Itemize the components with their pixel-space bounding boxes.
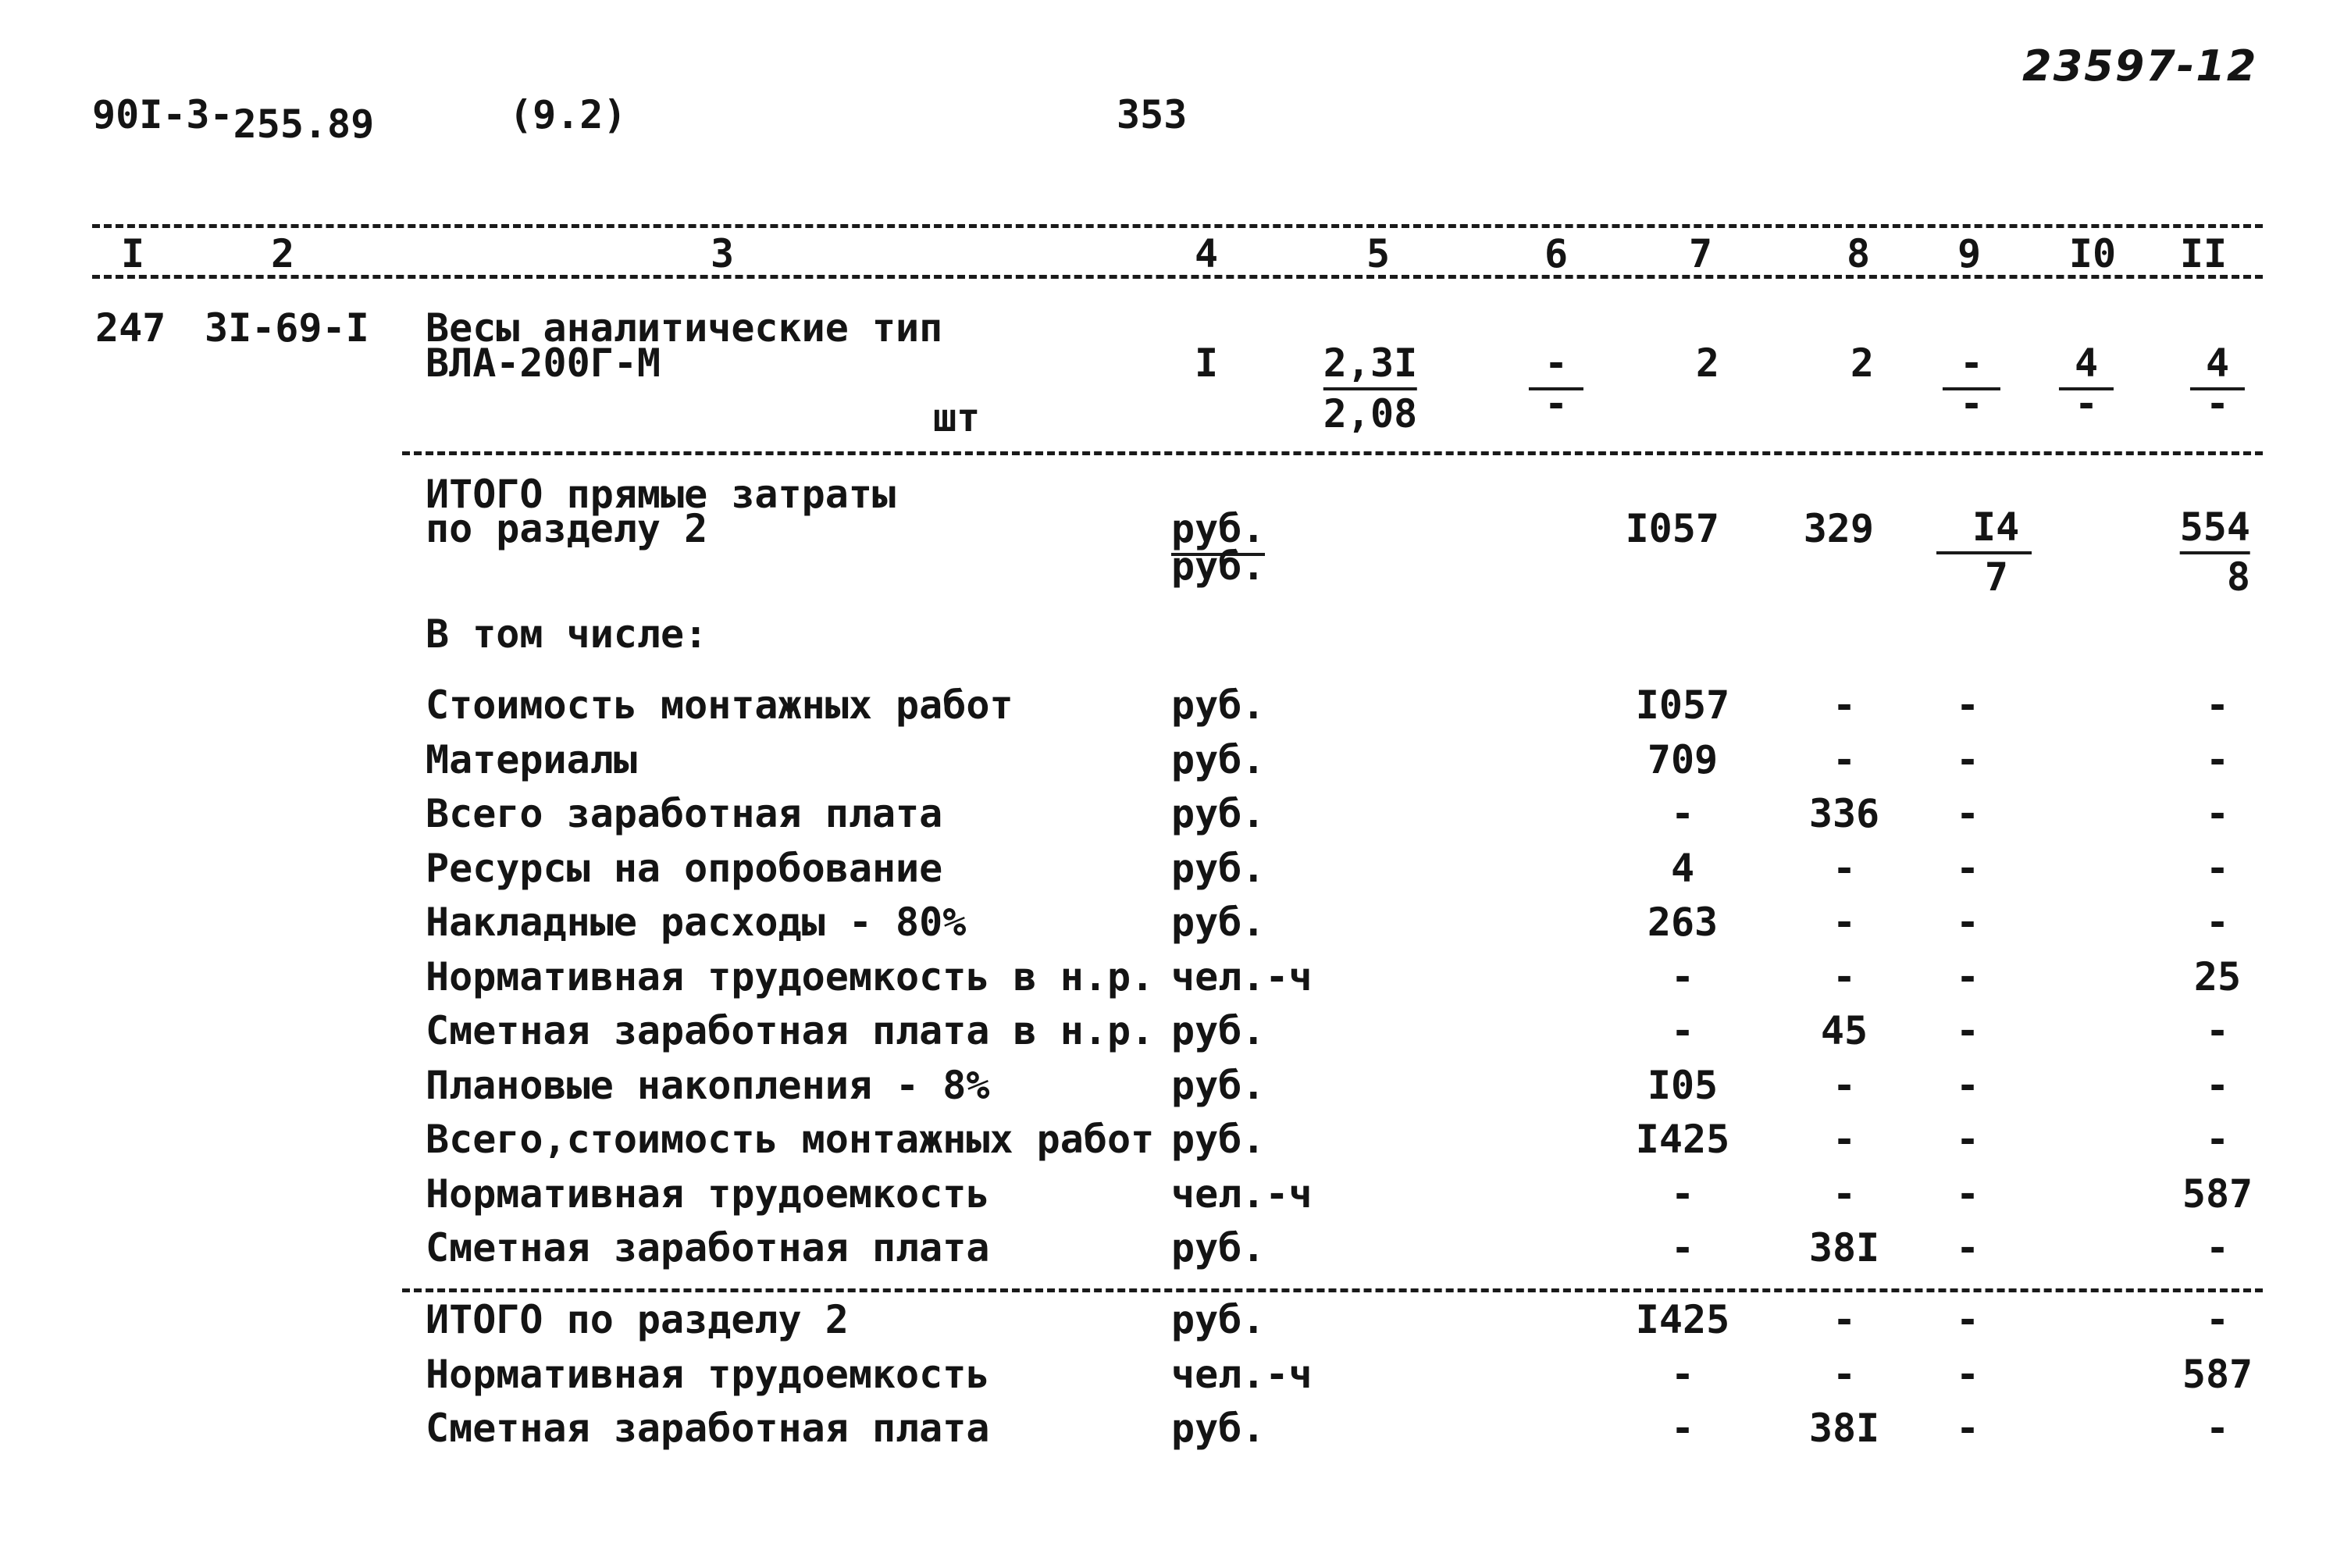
breakdown-row-col7: - <box>1670 1008 1695 1053</box>
breakdown-row-col9: - <box>1955 1225 1980 1270</box>
column-header-6: 6 <box>1544 231 1569 276</box>
section-total-row-col11: - <box>2205 1297 2230 1342</box>
item-col10-bottom: - <box>2074 381 2099 426</box>
item-col6-top <box>1529 340 1583 386</box>
breakdown-row-unit: чел.-ч <box>1171 953 1313 1000</box>
breakdown-row-unit: руб. <box>1171 1008 1266 1053</box>
breakdown-row-col8: - <box>1832 736 1857 782</box>
total-direct-unit-bottom: руб. <box>1171 543 1266 589</box>
breakdown-row-label: Накладные расходы - 80% <box>426 900 967 945</box>
breakdown-row-label: Всего заработная плата <box>426 791 943 836</box>
document-code <box>92 92 375 147</box>
section-total-row-col11: - <box>2205 1406 2230 1451</box>
breakdown-row-unit: руб. <box>1171 736 1266 782</box>
breakdown-row-unit: руб. <box>1171 900 1266 945</box>
breakdown-row-col9: - <box>1955 953 1980 1000</box>
section-total-row-col8: - <box>1832 1351 1857 1397</box>
item-col9-bottom: - <box>1959 381 1984 426</box>
breakdown-row-label: Стоимость монтажных работ <box>426 682 1013 728</box>
breakdown-row-col11: - <box>2205 845 2230 891</box>
breakdown-row-col9: - <box>1955 791 1980 836</box>
section-total-row-label: Нормативная трудоемкость <box>426 1351 990 1397</box>
breakdown-row-col7: 709 <box>1647 736 1719 782</box>
total-direct-col9-bottom: 7 <box>1984 554 2008 600</box>
total-direct-unit-top <box>1171 506 1266 551</box>
breakdown-row-col11: - <box>2205 1225 2230 1270</box>
total-direct-label-line1: ИТОГО прямые затраты <box>426 472 896 517</box>
breakdown-row-col11: - <box>2205 1117 2230 1162</box>
total-direct-col7: I057 <box>1625 506 1719 551</box>
breakdown-row-col11: - <box>2205 736 2230 782</box>
handwritten-stamp: 23597-12 <box>2022 41 2258 91</box>
breakdown-row-label: Материалы <box>426 736 637 782</box>
breakdown-row-unit: руб. <box>1171 1225 1266 1270</box>
breakdown-row-col11: 25 <box>2193 953 2242 1000</box>
breakdown-row-col8: - <box>1832 1117 1857 1162</box>
item-quantity: I <box>1194 340 1219 386</box>
section-total-row-unit: руб. <box>1171 1406 1266 1451</box>
section-total-row-col9: - <box>1955 1406 1980 1451</box>
item-col10-top-value: 4 <box>2059 340 2114 390</box>
item-col6-bottom: - <box>1544 381 1569 426</box>
breakdown-row-unit: руб. <box>1171 682 1266 728</box>
section-code: (9.2) <box>509 92 627 137</box>
breakdown-row-col11: - <box>2205 1062 2230 1108</box>
column-header-11: II <box>2179 231 2228 276</box>
section-total-row-col9: - <box>1955 1351 1980 1397</box>
page-number: 353 <box>1117 92 1188 137</box>
breakdown-row-col8: - <box>1832 1171 1857 1217</box>
breakdown-row-label: Всего,стоимость монтажных работ <box>426 1117 1155 1162</box>
item-end-rule <box>402 451 2263 455</box>
breakdown-row-col7: - <box>1670 791 1695 836</box>
section-total-row-col11: 587 <box>2182 1351 2253 1397</box>
item-code: 3I-69-I <box>205 305 369 351</box>
breakdown-row-col11: - <box>2205 682 2230 728</box>
breakdown-row-label: Ресурсы на опробование <box>426 845 943 891</box>
item-col7: 2 <box>1695 340 1719 386</box>
item-col8: 2 <box>1850 340 1874 386</box>
item-col10-top <box>2059 340 2114 386</box>
header-top-rule <box>92 224 2263 228</box>
section-total-row-col9: - <box>1955 1297 1980 1342</box>
breakdown-row-col7: I425 <box>1635 1117 1730 1162</box>
breakdown-row-col9: - <box>1955 900 1980 945</box>
column-header-3: 3 <box>710 231 735 276</box>
total-direct-col9-top <box>1936 504 2032 550</box>
breakdown-row-col8: - <box>1832 1062 1857 1108</box>
item-col5-top-value: 2,3I <box>1323 340 1417 390</box>
item-name-line2: ВЛА-200Г-М <box>426 340 661 386</box>
total-direct-col11-top <box>2179 504 2250 550</box>
breakdown-row-col8: - <box>1832 682 1857 728</box>
breakdown-row-unit: руб. <box>1171 845 1266 891</box>
section-total-row-col7: - <box>1670 1406 1695 1451</box>
breakdown-row-col7: - <box>1670 1225 1695 1270</box>
total-direct-col11-bottom: 8 <box>2226 554 2250 600</box>
breakdown-row-unit: руб. <box>1171 1117 1266 1162</box>
including-label: В том числе: <box>426 611 708 657</box>
breakdown-row-col9: - <box>1955 736 1980 782</box>
section-total-row-label: Сметная заработная плата <box>426 1406 990 1451</box>
breakdown-row-col8: 45 <box>1820 1008 1868 1053</box>
item-col6-top-value: - <box>1529 340 1583 390</box>
item-col5-top <box>1323 340 1418 386</box>
breakdown-row-col7: 4 <box>1670 845 1695 891</box>
total-direct-col11-top-value: 554 <box>2180 504 2250 554</box>
item-unit: шт <box>933 395 981 440</box>
total-direct-col8: 329 <box>1803 506 1874 551</box>
document-code-number: 255.89 <box>233 102 375 147</box>
column-header-4: 4 <box>1194 231 1219 276</box>
item-col5-bottom: 2,08 <box>1323 391 1418 437</box>
breakdown-row-unit: чел.-ч <box>1171 1171 1313 1217</box>
breakdown-row-col8: - <box>1832 845 1857 891</box>
column-header-8: 8 <box>1846 231 1871 276</box>
total-direct-label-line2: по разделу 2 <box>426 506 708 551</box>
breakdown-row-col9: - <box>1955 1062 1980 1108</box>
column-header-1: I <box>120 231 145 276</box>
section-total-row-col7: - <box>1670 1351 1695 1397</box>
breakdown-row-col7: - <box>1670 1171 1695 1217</box>
breakdown-row-col8: 336 <box>1808 791 1880 836</box>
breakdown-row-label: Сметная заработная плата в н.р. <box>426 1008 1155 1053</box>
breakdown-row-col11: - <box>2205 1008 2230 1053</box>
item-name-line1: Весы аналитические тип <box>426 305 943 351</box>
breakdown-row-unit: руб. <box>1171 1062 1266 1108</box>
breakdown-row-col9: - <box>1955 682 1980 728</box>
item-col9-top-value: - <box>1943 340 2000 390</box>
breakdown-row-col9: - <box>1955 1171 1980 1217</box>
column-header-9: 9 <box>1957 231 1982 276</box>
breakdown-row-col7: 263 <box>1647 900 1719 945</box>
breakdown-row-col8: - <box>1832 900 1857 945</box>
breakdown-row-col7: - <box>1670 953 1695 1000</box>
section-total-row-col8: 38I <box>1808 1406 1880 1451</box>
breakdown-row-col11: - <box>2205 900 2230 945</box>
column-header-2: 2 <box>270 231 295 276</box>
breakdown-row-col11: 587 <box>2182 1171 2253 1217</box>
item-col11-top <box>2190 340 2245 386</box>
item-col11-bottom: - <box>2205 381 2230 426</box>
section-total-row-unit: руб. <box>1171 1297 1266 1342</box>
total-direct-unit-top-value: руб. <box>1171 506 1265 556</box>
breakdown-row-label: Сметная заработная плата <box>426 1225 990 1270</box>
column-header-5: 5 <box>1366 231 1391 276</box>
column-header-10: I0 <box>2068 231 2117 276</box>
total-direct-col9-top-value: I4 <box>1936 504 2032 554</box>
breakdown-row-label: Нормативная трудоемкость в н.р. <box>426 953 1155 1000</box>
column-header-7: 7 <box>1688 231 1713 276</box>
item-col9-top <box>1943 340 2000 386</box>
breakdown-row-col11: - <box>2205 791 2230 836</box>
header-bottom-rule <box>92 275 2263 279</box>
breakdown-row-col8: - <box>1832 953 1857 1000</box>
breakdown-row-col7: I05 <box>1647 1062 1719 1108</box>
section-total-rule <box>402 1288 2263 1292</box>
breakdown-row-col8: 38I <box>1808 1225 1880 1270</box>
breakdown-row-label: Нормативная трудоемкость <box>426 1171 990 1217</box>
breakdown-row-label: Плановые накопления - 8% <box>426 1062 990 1108</box>
item-number: 247 <box>95 305 166 351</box>
breakdown-row-col9: - <box>1955 1117 1980 1162</box>
breakdown-row-col9: - <box>1955 1008 1980 1053</box>
section-total-row-col7: I425 <box>1635 1297 1730 1342</box>
section-total-row-label: ИТОГО по разделу 2 <box>426 1297 849 1342</box>
document-code-series: 90I-3- <box>92 92 233 137</box>
section-total-row-unit: чел.-ч <box>1171 1351 1313 1397</box>
breakdown-row-col9: - <box>1955 845 1980 891</box>
item-col11-top-value: 4 <box>2190 340 2245 390</box>
section-total-row-col8: - <box>1832 1297 1857 1342</box>
breakdown-row-unit: руб. <box>1171 791 1266 836</box>
breakdown-row-col7: I057 <box>1635 682 1730 728</box>
